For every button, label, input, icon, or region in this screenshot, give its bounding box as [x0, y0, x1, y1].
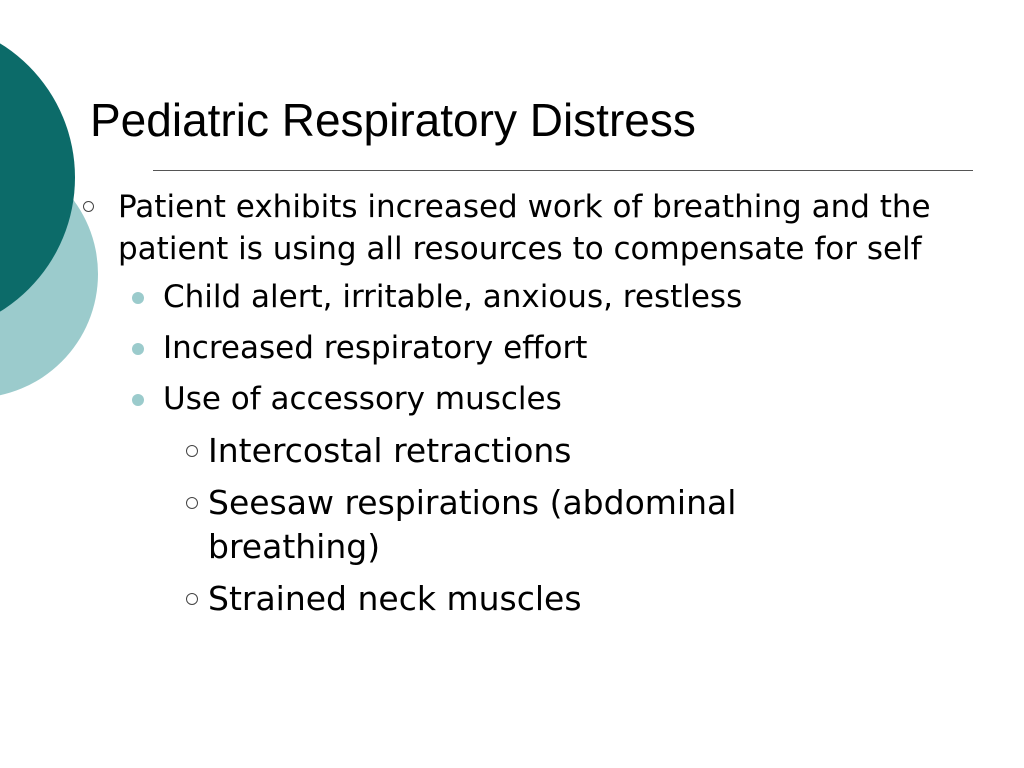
bullet-item-level1: [0, 186, 938, 270]
bullet-item-level3: [0, 481, 868, 569]
open-circle-bullet-icon: [83, 201, 94, 212]
bullet-text: Child alert, irritable, anxious, restless: [163, 279, 743, 315]
bullet-text: Increased respiratory effort: [163, 330, 588, 366]
open-circle-bullet-icon: [186, 497, 198, 509]
bullet-text: Strained neck muscles: [208, 579, 582, 618]
dot-bullet-icon: [132, 343, 144, 355]
title-divider: [153, 170, 973, 171]
bullet-item-level3: [0, 577, 868, 621]
bullet-text: Patient exhibits increased work of breathing and the patient is using all resources to compensate for self: [118, 189, 931, 267]
dot-bullet-icon: [132, 292, 144, 304]
bullet-item-level2: [0, 276, 1024, 318]
bullet-text: Seesaw respirations (abdominal breathing): [208, 483, 737, 566]
dot-bullet-icon: [132, 394, 144, 406]
bullet-item-level2: [0, 327, 1024, 369]
bullet-item-level2: [0, 378, 1024, 420]
open-circle-bullet-icon: [186, 445, 198, 457]
open-circle-bullet-icon: [186, 593, 198, 605]
bullet-text: Use of accessory muscles: [163, 381, 562, 417]
slide-title: Pediatric Respiratory Distress: [90, 94, 696, 146]
bullet-text: Intercostal retractions: [208, 431, 572, 470]
bullet-item-level3: [0, 429, 868, 473]
bullet-list: [0, 186, 1024, 629]
